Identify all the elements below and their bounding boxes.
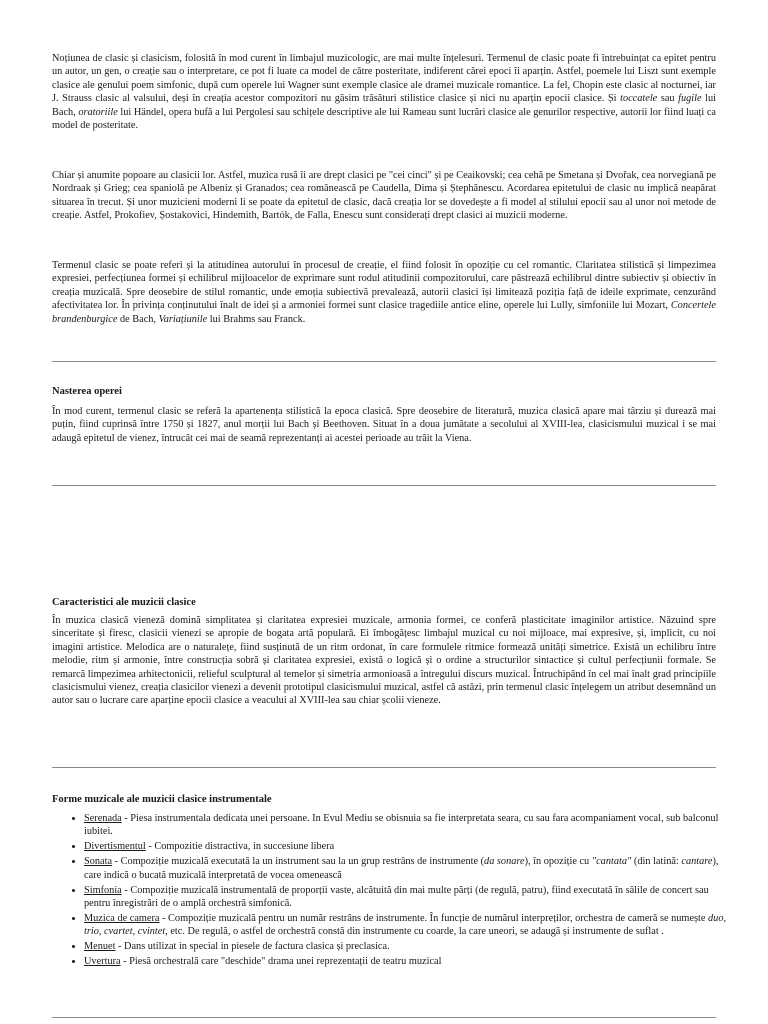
intro-paragraph-2: Chiar și anumite popoare au clasicii lor. Astfel, muzica rusă îi are drept clasici pe "cei cinci" și pe Ceaikovski; cea cehă pe Smetana și Dvořak, cea norvegiană pe Nordraak și Grieg; cea spaniolă pe Albeniz și Granados; cea românească pe Caudella, Dima și Ștephănescu. Acordarea epitetului de clasic nu implică neapărat situarea în trecut. Și unor muzicieni moderni li se poate da epitetul de clasic, dacă creația lor se dovedește a fi model al stilului epocii sau al unor noi metode de creație. Astfel, Prokofiev, Șostakovici, Hindemith, Bartók, de Falla, Enescu sunt considerați drept clasici ai muzicii moderne. <box>52 170 716 222</box>
list-item-simfonia: • Simfonia - Compoziție muzicală instrumentală de proporții vaste, alcătuită din mai multe părți (de regulă, patru), fiind executată în sălile de concert sau pentru înregistrări de o amplă orchestră simfonică. <box>84 884 748 911</box>
simfonia-link[interactable]: Simfonia <box>84 884 122 896</box>
section-heading-caracteristici: Caracteristici ale muzicii clasice <box>52 597 196 608</box>
section-heading-forme: Forme muzicale ale muzicii clasice instrumentale <box>52 794 272 805</box>
serenada-link[interactable]: Serenada <box>84 813 122 824</box>
uvertura-link[interactable]: Uvertura <box>84 956 121 968</box>
section-divider <box>52 1017 716 1018</box>
section-heading-nasterea: Nasterea operei <box>52 386 122 397</box>
list-item-serenada: • Serenada - Piesa instrumentala dedicata unei persoane. In Evul Mediu se obisnuia sa fie interpretata seara, cu sau fara acompaniament vocal, sub balconul iubitei. <box>84 812 748 839</box>
sonata-link[interactable]: Sonata <box>84 856 113 868</box>
list-item-menuet: • Menuet - Dans utilizat in special in piesele de factura clasica și preclasica. <box>84 940 748 953</box>
list-item-sonata: • Sonata - Compoziție muzicală executată la un instrument sau la un grup restrâns de instrumente (da sonare), în opoziție cu "cantata" (din latină: cantare), care indică o bucată muzicală interpretată de vocea omenească <box>84 855 748 882</box>
intro-paragraph-1: Noțiunea de clasic și clasicism, folosită în mod curent în limbajul muzicologic, are mai multe înțelesuri. Termenul de clasic poate fi întrebuințat ca epitet pentru un autor, un gen, o creație sau o interpretare, ce pot fi luate ca model de către posteritate, indiferent cărei epoci îi aparțin. Astfel, poemele lui Liszt sunt exemple clasice ale genului poem simfonic, după cum operele lui Wagner sunt exemple clasice ale dramei muzicale romantice. La fel, Chopin este clasic al nocturnei, iar J. Strauss clasic al valsului, deși în creația acestor compozitori nu găsim trăsături stilistice clasice și nici nu aparțin epocii clasice. Și toccatele sau fugile lui Bach, oratoriile lui Händel, opera bufă a lui Pergolesi sau schițele descriptive ale lui Rameau sunt lucrări clasice ale genurilor respective, autorii lor fiind luați ca model de posteritate. <box>52 53 716 132</box>
list-item-uvertura: • Uvertura - Piesă orchestrală care "deschide" drama unei reprezentații de teatru muzical <box>84 955 748 968</box>
list-item-divertisment: • Divertismentul - Compozitie distractiva, in succesiune libera <box>84 840 748 853</box>
intro-paragraph-3: Termenul clasic se poate referi și la atitudinea autorului în procesul de creație, el fiind folosit în opoziție cu cel romantic. Claritatea stilistică și limpezimea expresiei, perfecțiunea formei și echilibrul mijloacelor de exprimare sunt rodul atitudinii compozitorului, care păstrează echilibrul dintre subiectiv și obiectiv în creația muzicală. Spre deosebire de stilul romantic, unde emoția subiectivă prevalează, autorii clasici își limitează poziția față de ideile exprimate, cenzurând afectivitatea lor. În privința conținutului înalt de idei și a armoniei formei sunt clasice tragediile antice eline, operele lui Lully, simfoniile lui Mozart, Concertele brandenburgice de Bach, Variațiunile lui Brahms sau Franck. <box>52 260 716 325</box>
muzica-de-camera-link[interactable]: Muzica de camera <box>84 912 160 924</box>
section-divider <box>52 767 716 768</box>
section-divider <box>52 361 716 362</box>
caracteristici-paragraph: În muzica clasică vieneză domină simplitatea și claritatea expresiei muzicale, armonia formei, ce conferă plasticitate imaginilor artistice. Năzuind spre sinceritate și firesc, clasicii vienezi se apropie de bogata artă populară. Ei îmbogățesc limbajul muzical cu noi mijloace, mai expresive, și, implicit, cu noi imagini artistice. Melodica are o naturalețe, fiind susținută de un ritm ordonat, în care formulele ritmice formează unități simetrice. Există un echilibru între melodie, ritm și armonie, între construcția sobră și claritatea expresiei, există o logică și o ordine a structurilor sintactice și cultul perfecțiunii formale. Se remarcă limpezimea arhitectonicii, relieful sculptural al temelor și simetria armonioasă a întregului discurs muzical. Întruchipând în cel mai înalt grad principiile clasicismului vienez, creația clasicilor vienezi a devenit prototipul clasicismului muzical, astfel că astăzi, prin termenul clasic înțelegem un atribut desemnând un autor sau o lucrare care aparține epocii clasice a veacului al XVIII-lea sau chiar școlii vieneze. <box>52 615 716 707</box>
section-divider <box>52 485 716 486</box>
divertisment-link[interactable]: Divertismentul <box>84 841 146 853</box>
nasterea-paragraph: În mod curent, termenul clasic se referă la apartenența stilistică la epoca clasică. Spre deosebire de literatură, muzica clasică apare mai târziu și durează mai puțin, fiind cuprinsă între 1750 și 1827, anul morții lui Bach și Beethoven. Situat în a doua jumătate a secolului al XVIII-lea, clasicismului muzical i se mai adaugă epitetul de vienez, întrucât cei mai de seamă reprezentanți ai acestei perioade au trăit la Viena. <box>52 406 716 444</box>
menuet-link[interactable]: Menuet <box>84 941 116 953</box>
forms-list <box>52 812 748 970</box>
list-item-muzica-de-camera: • Muzica de camera - Compoziție muzicală pentru un număr restrâns de instrumente. În funcție de numărul interpreților, orchestra de cameră se numește duo, trio, cvartet, cvintet, etc. De regulă, o astfel de orchestră constă din instrumente cu coarde, la care uneori, se adaugă și instrumente de suflat . <box>84 912 748 939</box>
